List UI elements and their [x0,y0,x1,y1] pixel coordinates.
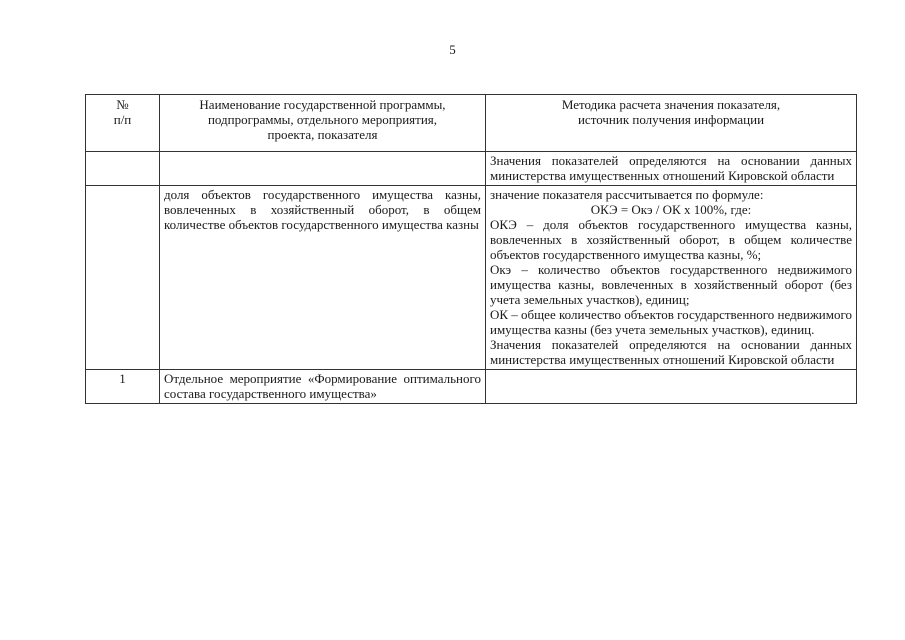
table-row [86,152,857,186]
header-num [86,95,160,152]
data-source: Значения показателей определяются на основании данных министерства имущественных отношений Кировской области [490,337,852,367]
row1-num [86,152,160,186]
header-name-line-1: Наименование государственной программы, [199,97,446,112]
header-name-line-3: проекта, показателя [267,127,378,142]
header-method-line-1: Методика расчета значения показателя, [561,97,781,112]
definition-ok: ОК – общее количество объектов государственного недвижимого имущества казны (без учета земельных участков), единиц. [490,307,853,337]
table-header-row [86,95,857,152]
definition-oke-count: Окэ – количество объектов государственного недвижимого имущества казны, вовлеченных в хозяйственный оборот (без учета земельных участков), единиц; [490,262,852,307]
formula: ОКЭ = Окэ / ОК х 100%, где: [590,202,752,217]
definition-oke: ОКЭ – доля объектов государственного имущества казны, вовлеченных в хозяйственный оборот, в общем количестве объектов государственного имущества казны, %; [490,217,852,262]
method-intro: значение показателя рассчитывается по формуле: [490,187,764,202]
header-num-line-2: п/п [113,112,132,127]
table-row [86,370,857,404]
row1-name [160,152,486,186]
header-method-line-2: источник получения информации [577,112,765,127]
row2-name: доля объектов государственного имущества казны, вовлеченных в хозяйственный оборот, в общем количестве объектов государственного имущества казны [160,186,486,370]
row2-method [486,186,857,370]
row2-num [86,186,160,370]
row1-method: Значения показателей определяются на основании данных министерства имущественных отношений Кировской области [486,152,857,186]
header-name [160,95,486,152]
header-num-line-1: № [116,97,129,112]
indicator-table [85,94,857,404]
row3-name: Отдельное мероприятие «Формирование оптимального состава государственного имущества» [160,370,486,404]
row3-method [486,370,857,404]
table-row [86,186,857,370]
header-method [486,95,857,152]
row3-num: 1 [86,370,160,404]
header-name-line-2: подпрограммы, отдельного мероприятия, [207,112,438,127]
page-number: 5 [449,42,456,57]
